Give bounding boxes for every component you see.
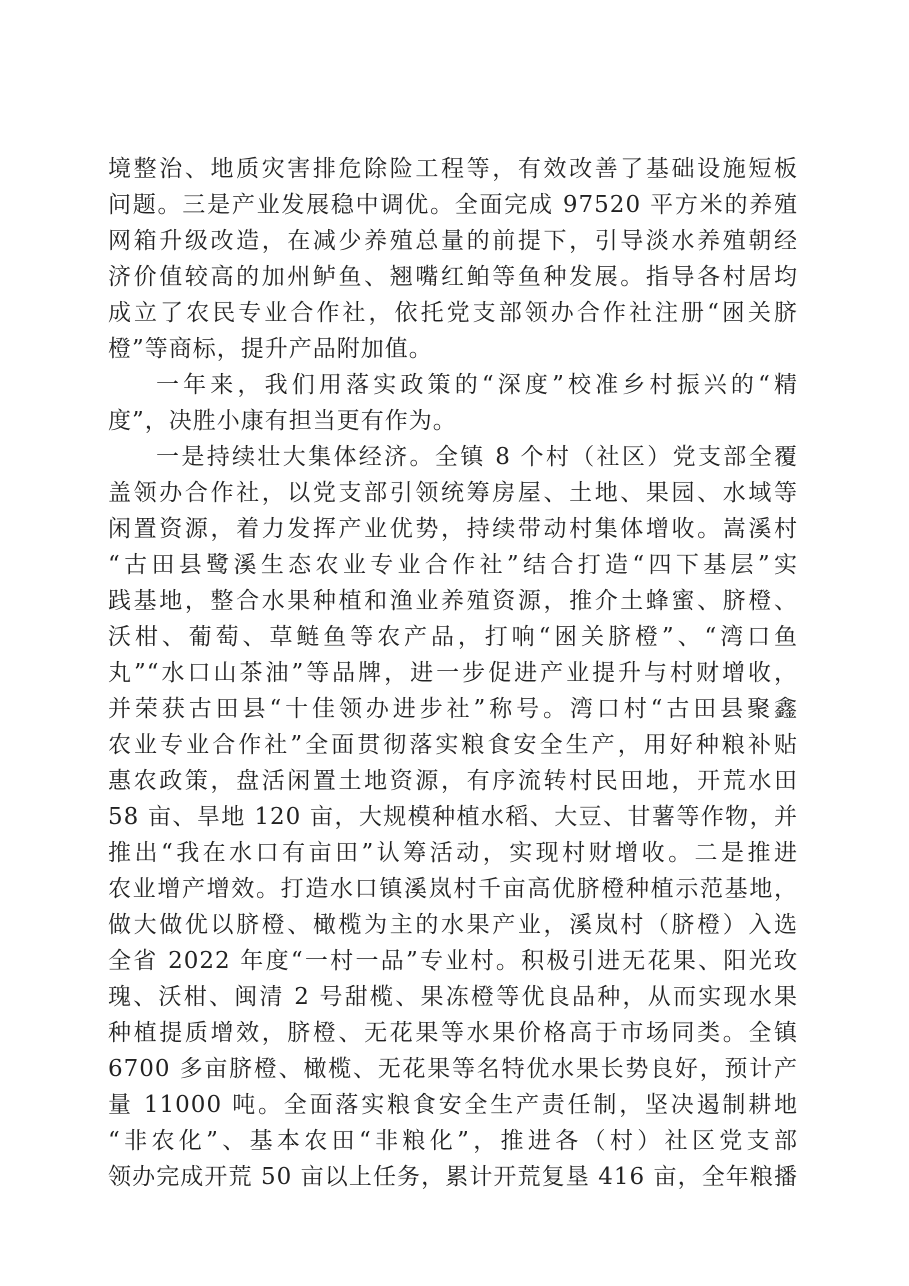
text-line: 一年来，我们用落实政策的“深度”校准乡村振兴的“精 xyxy=(156,372,798,398)
text-line: 全省 2022 年度“一村一品”专业村。积极引进无花果、阳光玫 xyxy=(108,948,798,974)
text-line: 领办完成开荒 50 亩以上任务，累计开荒复垦 416 亩，全年粮播 xyxy=(108,1164,798,1190)
text-line: 瑰、沃柑、闽清 2 号甜榄、果冻橙等优良品种，从而实现水果 xyxy=(108,984,798,1010)
text-line: 58 亩、旱地 120 亩，大规模种植水稻、大豆、甘薯等作物，并 xyxy=(108,804,798,830)
text-line: 农业增产增效。打造水口镇溪岚村千亩高优脐橙种植示范基地， xyxy=(108,876,798,902)
text-line: 度”，决胜小康有担当更有作为。 xyxy=(108,408,457,434)
text-line: 一是持续壮大集体经济。全镇 8 个村（社区）党支部全覆 xyxy=(156,444,798,470)
text-line: 盖领办合作社，以党支部引领统筹房屋、土地、果园、水域等 xyxy=(108,480,798,506)
text-line: 济价值较高的加州鲈鱼、翘嘴红鲌等鱼种发展。指导各村居均 xyxy=(108,264,798,290)
text-line: 惠农政策，盘活闲置土地资源，有序流转村民田地，开荒水田 xyxy=(108,768,798,794)
text-line: 境整治、地质灾害排危除险工程等，有效改善了基础设施短板 xyxy=(108,156,798,182)
text-line: 农业专业合作社”全面贯彻落实粮食安全生产，用好种粮补贴 xyxy=(108,732,798,758)
text-line: 闲置资源，着力发挥产业优势，持续带动村集体增收。嵩溪村 xyxy=(108,516,798,542)
text-line: “非农化”、基本农田“非粮化”，推进各（村）社区党支部 xyxy=(108,1128,798,1154)
text-line: 网箱升级改造，在减少养殖总量的前提下，引导淡水养殖朝经 xyxy=(108,228,798,254)
text-line: 种植提质增效，脐橙、无花果等水果价格高于市场同类。全镇 xyxy=(108,1020,798,1046)
text-line: 问题。三是产业发展稳中调优。全面完成 97520 平方米的养殖 xyxy=(108,192,798,218)
text-line: 橙”等商标，提升产品附加值。 xyxy=(108,336,433,362)
text-line: 沃柑、葡萄、草鲢鱼等农产品，打响“囦关脐橙”、“湾口鱼 xyxy=(108,624,798,650)
text-line: 推出“我在水口有亩田”认筹活动，实现村财增收。二是推进 xyxy=(108,840,798,866)
text-line: 6700 多亩脐橙、橄榄、无花果等名特优水果长势良好，预计产 xyxy=(108,1056,798,1082)
text-line: 并荣获古田县“十佳领办进步社”称号。湾口村“古田县聚鑫 xyxy=(108,696,798,722)
text-line: “古田县鹭溪生态农业专业合作社”结合打造“四下基层”实 xyxy=(108,552,798,578)
text-line: 量 11000 吨。全面落实粮食安全生产责任制，坚决遏制耕地 xyxy=(108,1092,798,1118)
text-line: 丸”“水口山茶油”等品牌，进一步促进产业提升与村财增收， xyxy=(108,660,798,686)
text-line: 成立了农民专业合作社，依托党支部领办合作社注册“囦关脐 xyxy=(108,300,798,326)
document-body-text xyxy=(108,151,798,1195)
text-line: 践基地，整合水果种植和渔业养殖资源，推介土蜂蜜、脐橙、 xyxy=(108,588,798,614)
text-line: 做大做优以脐橙、橄榄为主的水果产业，溪岚村（脐橙）入选 xyxy=(108,912,798,938)
